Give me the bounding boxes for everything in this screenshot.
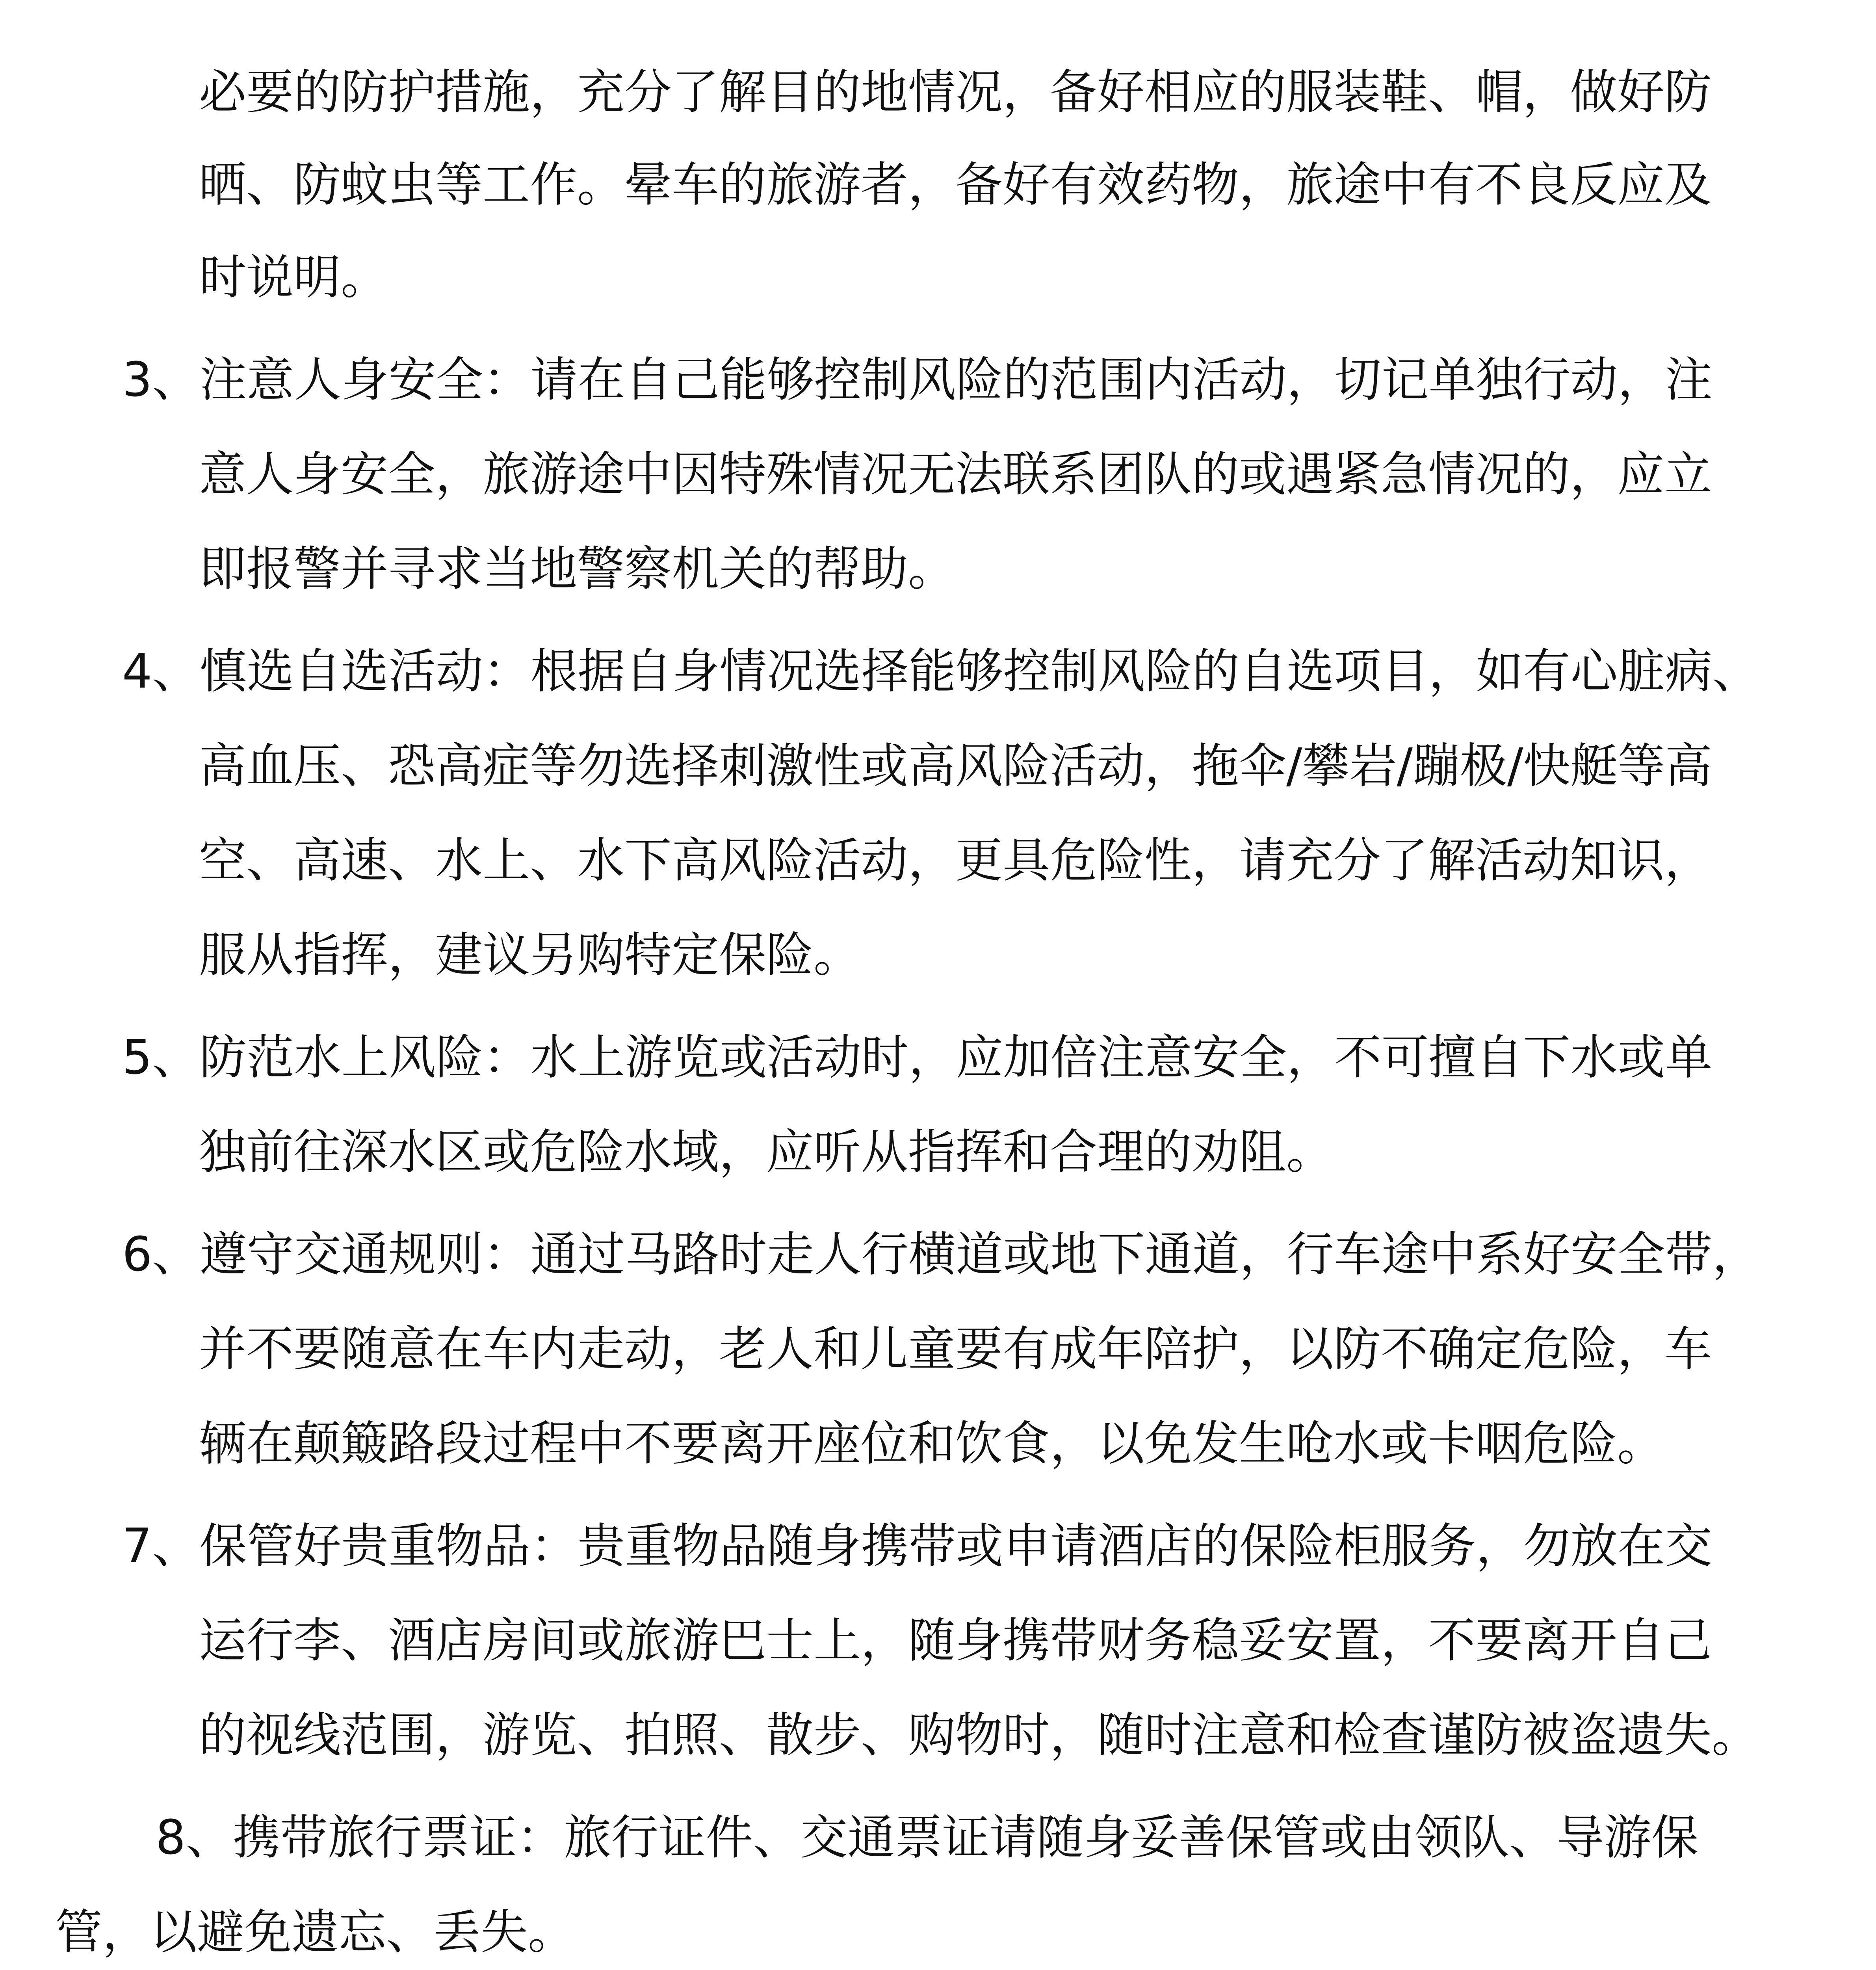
text-line: 运行李、酒店房间或旅游巴士上，随身携带财务稳妥安置，不要离开自己 [199, 1613, 1712, 1668]
text-line: 辆在颠簸路段过程中不要离开座位和饮食，以免发生呛水或卡咽危险。 [199, 1416, 1664, 1471]
text-line: 意人身安全，旅游途中因特殊情况无法联系团队的或遇紧急情况的，应立 [199, 447, 1712, 502]
text-line: 独前往深水区或危险水域，应听从指挥和合理的劝阻。 [199, 1125, 1334, 1180]
text-line: 即报警并寻求当地警察机关的帮助。 [199, 542, 955, 597]
text-line: 的视线范围，游览、拍照、散步、购物时，随时注意和检查谨防被盗遗失。 [199, 1708, 1759, 1763]
text-line: 并不要随意在车内走动，老人和儿童要有成年陪护，以防不确定危险，车 [199, 1322, 1712, 1377]
list-item-7-line: 7、保管好贵重物品：贵重物品随身携带或申请酒店的保险柜服务，勿放在交 [122, 1519, 1713, 1574]
text-line: 晒、防蚊虫等工作。晕车的旅游者，备好有效药物，旅途中有不良反应及 [199, 158, 1712, 212]
list-item-3-line: 3、注意人身安全：请在自己能够控制风险的范围内活动，切记单独行动，注 [122, 353, 1713, 407]
list-item-6-line: 6、遵守交通规则：通过马路时走人行横道或地下通道，行车途中系好安全带， [122, 1227, 1760, 1282]
text-line: 服从指挥，建议另购特定保险。 [199, 928, 861, 983]
text-line: 空、高速、水上、水下高风险活动，更具危险性，请充分了解活动知识， [199, 833, 1712, 888]
text-line: 管，以避免遗忘、丢失。 [55, 1905, 575, 1960]
list-item-5-line: 5、防范水上风险：水上游览或活动时，应加倍注意安全，不可擅自下水或单 [122, 1030, 1713, 1085]
list-item-8-line: 8、携带旅行票证：旅行证件、交通票证请随身妥善保管或由领队、导游保 [156, 1810, 1699, 1865]
text-line: 时说明。 [199, 250, 388, 305]
text-line: 高血压、恐高症等勿选择刺激性或高风险活动，拖伞/攀岩/蹦极/快艇等高 [199, 739, 1713, 794]
list-item-4-line: 4、慎选自选活动：根据自身情况选择能够控制风险的自选项目，如有心脏病、 [122, 644, 1760, 699]
text-line: 必要的防护措施，充分了解目的地情况，备好相应的服装鞋、帽，做好防 [199, 65, 1712, 120]
